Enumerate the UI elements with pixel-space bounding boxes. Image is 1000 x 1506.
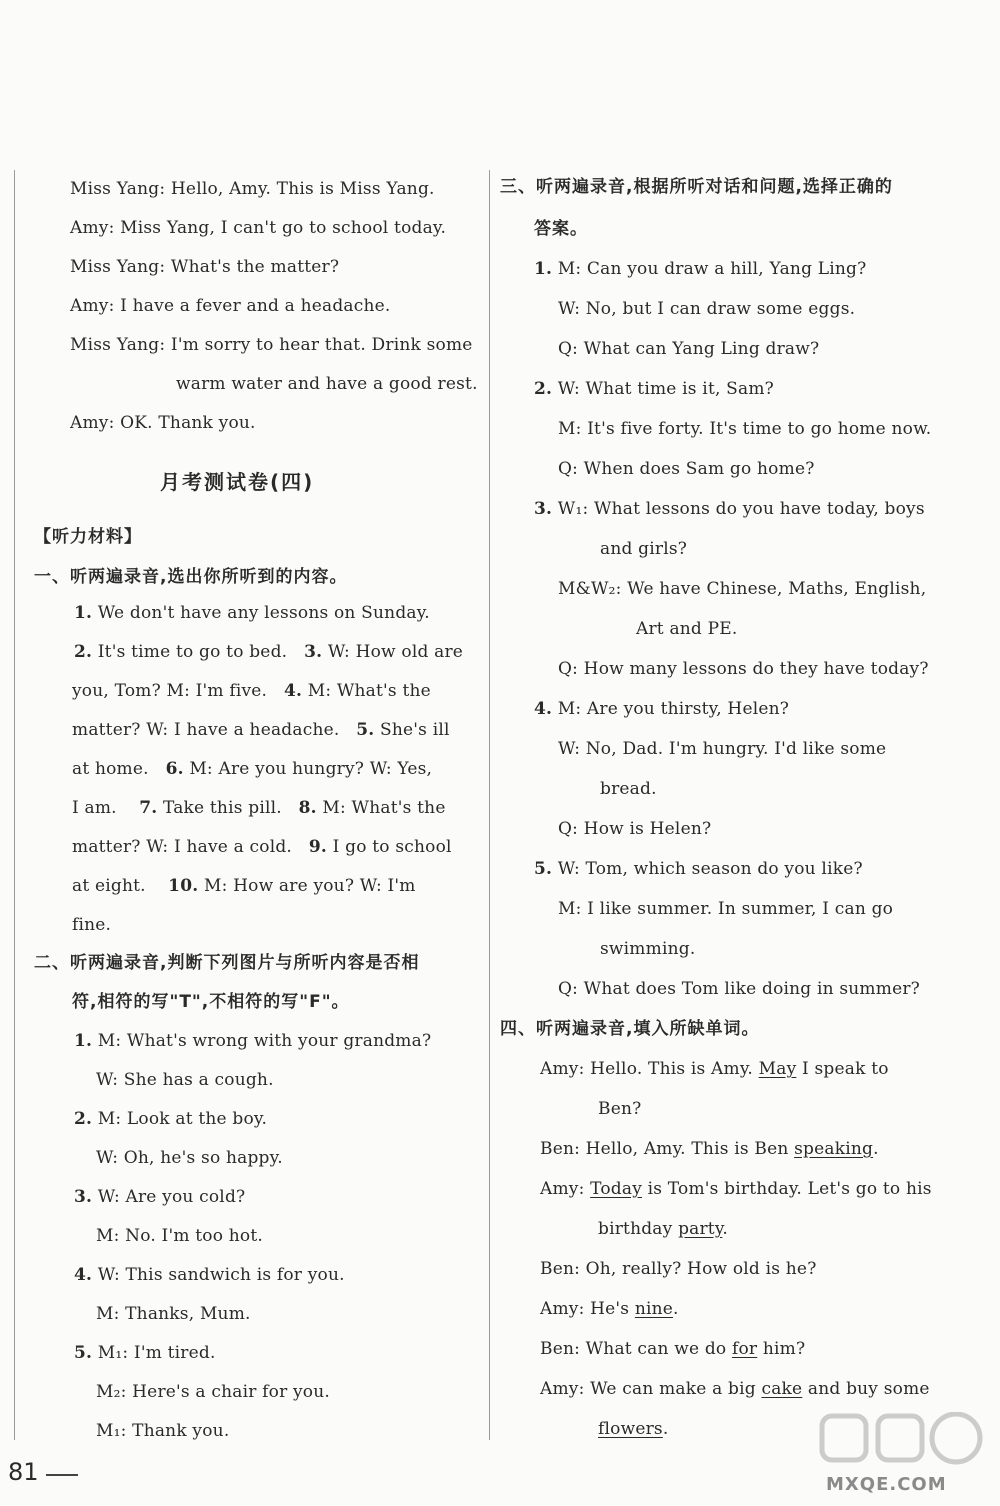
item-text: W: No, but I can draw some eggs. bbox=[558, 299, 856, 319]
item-text: bread. bbox=[600, 779, 657, 799]
item-number: 6. bbox=[165, 759, 184, 779]
s1-line-3 bbox=[72, 680, 431, 702]
item-text: M&W₂: We have Chinese, Maths, English, bbox=[558, 579, 927, 599]
dialogue-text: and buy some bbox=[807, 1379, 930, 1399]
item-text: W: She has a cough. bbox=[96, 1070, 274, 1090]
section-1-heading: 一、听两遍录音,选出你所听到的内容。 bbox=[34, 567, 348, 587]
filled-blank: for bbox=[731, 1339, 758, 1359]
section-3-line bbox=[558, 658, 929, 680]
s4-line-2 bbox=[598, 1098, 641, 1120]
item-text: She's ill bbox=[380, 720, 450, 740]
filled-blank: speaking bbox=[794, 1139, 874, 1159]
item-text: W: No, Dad. I'm hungry. I'd like some bbox=[558, 739, 887, 759]
section-2-line bbox=[96, 1381, 330, 1403]
dialogue-text: Amy: We can make a big bbox=[540, 1379, 756, 1399]
speaker: Miss Yang: bbox=[70, 335, 166, 355]
section-3-line bbox=[558, 898, 893, 920]
item-number: 4. bbox=[283, 681, 303, 701]
s4-line-7 bbox=[540, 1298, 679, 1320]
item-number: 3. bbox=[74, 1187, 93, 1207]
section-3-line bbox=[600, 538, 687, 560]
section-3-line bbox=[558, 418, 931, 440]
dialogue-line bbox=[70, 178, 435, 200]
dialogue-text: I'm sorry to hear that. Drink some bbox=[170, 335, 473, 355]
section-2-line bbox=[96, 1420, 229, 1442]
section-2-heading-2: 符,相符的写"T",不相符的写"F"。 bbox=[72, 992, 350, 1012]
speaker: Miss Yang: bbox=[70, 257, 166, 277]
section-3-line bbox=[558, 978, 920, 1000]
filled-blank: May bbox=[758, 1059, 797, 1079]
dialogue-text: What's the matter? bbox=[170, 257, 340, 277]
watermark-text: MXQE.COM bbox=[826, 1474, 947, 1495]
item-number: 3. bbox=[304, 642, 323, 662]
item-text: fine. bbox=[72, 915, 112, 935]
dialogue-text: birthday bbox=[598, 1219, 673, 1239]
s1-line-4 bbox=[72, 719, 450, 741]
section-2-line bbox=[74, 1108, 267, 1130]
dialogue-text: Ben: What can we do bbox=[540, 1339, 727, 1359]
item-text: you, Tom? M: I'm five. bbox=[72, 681, 268, 701]
item-text: W: This sandwich is for you. bbox=[97, 1265, 345, 1285]
item-text: M: Can you draw a hill, Yang Ling? bbox=[557, 259, 867, 279]
s1-line-9 bbox=[72, 914, 111, 936]
dialogue-text: Ben: Oh, really? How old is he? bbox=[540, 1259, 817, 1279]
speaker: Amy: bbox=[70, 413, 115, 433]
filled-blank: Today bbox=[590, 1179, 643, 1199]
speaker: Amy: bbox=[70, 218, 115, 238]
item-text: Q: How many lessons do they have today? bbox=[558, 659, 929, 679]
dialogue-line bbox=[70, 217, 446, 239]
item-text: It's time to go to bed. bbox=[97, 642, 288, 662]
section-4-heading: 四、听两遍录音,填入所缺单词。 bbox=[500, 1019, 760, 1039]
item-text: M₁: Thank you. bbox=[96, 1421, 230, 1441]
s4-line-4 bbox=[540, 1178, 932, 1200]
s4-line-3 bbox=[540, 1138, 879, 1160]
item-text: I go to school bbox=[332, 837, 452, 857]
s1-line-8 bbox=[72, 875, 416, 897]
dialogue-text: . bbox=[673, 1299, 679, 1319]
item-number: 2. bbox=[74, 1109, 93, 1129]
dialogue-text: Amy: Hello. This is Amy. bbox=[540, 1059, 754, 1079]
item-text: Art and PE. bbox=[636, 619, 738, 639]
dialogue-text: . bbox=[722, 1219, 728, 1239]
item-text: at home. bbox=[72, 759, 149, 779]
item-number: 7. bbox=[139, 798, 158, 818]
section-3-line bbox=[534, 858, 863, 880]
s1-line-7 bbox=[72, 836, 452, 858]
dialogue-text: Amy: bbox=[540, 1179, 585, 1199]
s4-line-5 bbox=[598, 1218, 728, 1240]
item-number: 2. bbox=[74, 642, 93, 662]
dialogue-line bbox=[176, 373, 478, 395]
filled-blank: flowers bbox=[598, 1419, 663, 1439]
s4-line-8 bbox=[540, 1338, 805, 1360]
item-text: M: No. I'm too hot. bbox=[96, 1226, 263, 1246]
test-title: 月考测试卷(四) bbox=[160, 470, 315, 494]
speaker: Amy: bbox=[70, 296, 115, 316]
s4-line-10 bbox=[598, 1418, 668, 1440]
dialogue-text: OK. Thank you. bbox=[120, 413, 256, 433]
item-number: 4. bbox=[534, 699, 553, 719]
item-text: M: Are you hungry? W: Yes, bbox=[189, 759, 433, 779]
section-3-line bbox=[558, 298, 855, 320]
item-text: M: Look at the boy. bbox=[97, 1109, 268, 1129]
item-text: W: Tom, which season do you like? bbox=[557, 859, 863, 879]
item-text: W₁: What lessons do you have today, boys bbox=[557, 499, 925, 519]
section-2-line bbox=[96, 1147, 283, 1169]
s1-line-2 bbox=[74, 641, 463, 663]
section-2-line bbox=[96, 1225, 263, 1247]
section-3-line bbox=[558, 338, 819, 360]
filled-blank: cake bbox=[761, 1379, 803, 1399]
section-2-line bbox=[74, 1186, 245, 1208]
section-3-line bbox=[534, 258, 866, 280]
s4-line-6 bbox=[540, 1258, 817, 1280]
item-text: M: I like summer. In summer, I can go bbox=[558, 899, 894, 919]
item-number: 1. bbox=[74, 1031, 93, 1051]
item-number: 4. bbox=[74, 1265, 93, 1285]
dialogue-text: Ben: Hello, Amy. This is Ben bbox=[540, 1139, 789, 1159]
section-3-line bbox=[558, 578, 926, 600]
dialogue-line bbox=[70, 334, 473, 356]
dialogue-text: is Tom's birthday. Let's go to his bbox=[647, 1179, 932, 1199]
section-3-line bbox=[636, 618, 737, 640]
item-text: Q: What does Tom like doing in summer? bbox=[558, 979, 920, 999]
section-3-line bbox=[600, 938, 695, 960]
item-number: 3. bbox=[534, 499, 553, 519]
s1-line-6 bbox=[72, 797, 446, 819]
section-3-heading-1: 三、听两遍录音,根据所听对话和问题,选择正确的 bbox=[500, 177, 893, 197]
item-text: M₁: I'm tired. bbox=[97, 1343, 216, 1363]
item-text: We don't have any lessons on Sunday. bbox=[97, 603, 430, 623]
column-divider bbox=[489, 170, 490, 1440]
item-text: at eight. bbox=[72, 876, 146, 896]
section-3-line bbox=[558, 818, 711, 840]
item-text: W: Are you cold? bbox=[97, 1187, 246, 1207]
item-number: 5. bbox=[356, 720, 375, 740]
item-text: W: What time is it, Sam? bbox=[557, 379, 774, 399]
section-2-line bbox=[96, 1069, 274, 1091]
s1-line-1 bbox=[74, 602, 430, 624]
item-text: M: What's the bbox=[307, 681, 431, 701]
section-2-line bbox=[96, 1303, 251, 1325]
item-number: 1. bbox=[534, 259, 553, 279]
item-number: 8. bbox=[298, 798, 317, 818]
dialogue-text: warm water and have a good rest. bbox=[176, 374, 478, 394]
section-3-line bbox=[558, 738, 886, 760]
item-text: Q: How is Helen? bbox=[558, 819, 712, 839]
item-text: and girls? bbox=[600, 539, 688, 559]
section-2-heading-1: 二、听两遍录音,判断下列图片与所听内容是否相 bbox=[34, 953, 420, 973]
item-text: M: Are you thirsty, Helen? bbox=[557, 699, 790, 719]
speaker: Miss Yang: bbox=[70, 179, 166, 199]
item-text: Q: What can Yang Ling draw? bbox=[558, 339, 820, 359]
dialogue-line bbox=[70, 256, 339, 278]
section-3-line bbox=[558, 458, 815, 480]
dialogue-text: Miss Yang, I can't go to school today. bbox=[120, 218, 447, 238]
item-number: 5. bbox=[74, 1343, 93, 1363]
dialogue-text: Hello, Amy. This is Miss Yang. bbox=[170, 179, 435, 199]
item-text: matter? W: I have a headache. bbox=[72, 720, 340, 740]
item-text: Take this pill. bbox=[162, 798, 282, 818]
filled-blank: nine bbox=[634, 1299, 674, 1319]
section-2-line bbox=[74, 1342, 216, 1364]
section-3-line bbox=[534, 698, 789, 720]
item-number: 10. bbox=[168, 876, 199, 896]
dialogue-text: Amy: He's bbox=[540, 1299, 630, 1319]
section-3-heading-2: 答案。 bbox=[534, 219, 588, 239]
item-number: 2. bbox=[534, 379, 553, 399]
dialogue-text: . bbox=[873, 1139, 879, 1159]
dialogue-text: I have a fever and a headache. bbox=[120, 296, 391, 316]
section-2-line bbox=[74, 1030, 431, 1052]
item-number: 1. bbox=[74, 603, 93, 623]
s4-line-1 bbox=[540, 1058, 889, 1080]
material-label: 【听力材料】 bbox=[34, 527, 142, 547]
section-3-line bbox=[534, 378, 774, 400]
section-3-line bbox=[534, 498, 925, 520]
item-number: 5. bbox=[534, 859, 553, 879]
item-text: M: Thanks, Mum. bbox=[96, 1304, 251, 1324]
page-number-dash bbox=[46, 1474, 78, 1476]
item-text: Q: When does Sam go home? bbox=[558, 459, 815, 479]
item-text: M: It's five forty. It's time to go home now. bbox=[558, 419, 932, 439]
item-text: M: What's the bbox=[322, 798, 446, 818]
item-text: M: What's wrong with your grandma? bbox=[97, 1031, 432, 1051]
s4-line-9 bbox=[540, 1378, 930, 1400]
dialogue-line bbox=[70, 295, 391, 317]
dialogue-text: I speak to bbox=[801, 1059, 889, 1079]
item-text: M: How are you? W: I'm bbox=[203, 876, 416, 896]
left-margin-rule bbox=[14, 170, 15, 1440]
item-text: I am. bbox=[72, 798, 117, 818]
dialogue-text: him? bbox=[762, 1339, 806, 1359]
section-2-line bbox=[74, 1264, 345, 1286]
item-text: W: Oh, he's so happy. bbox=[96, 1148, 283, 1168]
s1-line-5 bbox=[72, 758, 432, 780]
item-text: W: How old are bbox=[327, 642, 464, 662]
item-number: 9. bbox=[308, 837, 328, 857]
dialogue-line bbox=[70, 412, 256, 434]
dialogue-text: Ben? bbox=[598, 1099, 642, 1119]
section-3-line bbox=[600, 778, 657, 800]
dialogue-text: . bbox=[662, 1419, 669, 1439]
item-text: swimming. bbox=[600, 939, 696, 959]
filled-blank: party bbox=[678, 1219, 723, 1239]
page-number: 81 bbox=[8, 1458, 39, 1486]
item-text: M₂: Here's a chair for you. bbox=[96, 1382, 330, 1402]
item-text: matter? W: I have a cold. bbox=[72, 837, 293, 857]
